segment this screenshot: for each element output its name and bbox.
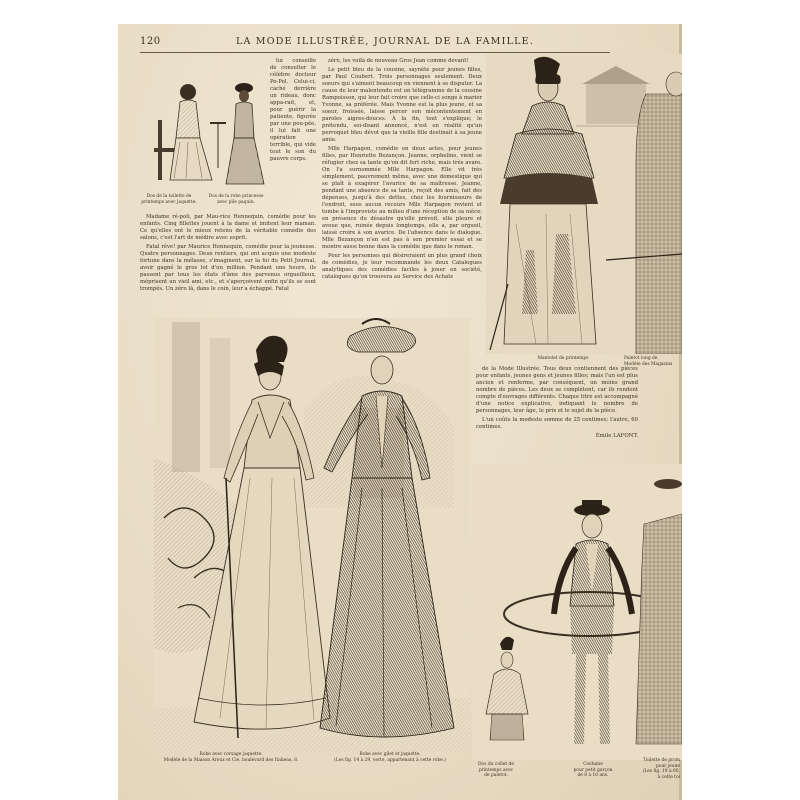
paragraph: Madame ré-poli, par Mau-rice Hennequin, comédie pour les enfants. Cinq fillettes jouent à la dame et imitent leur maman. Ce qu'elles ont le mieux retenu de la véritable comédie des salons, c'est l'art de médire avec esprit. xyxy=(140,214,316,241)
caption-text: (Les fig. 19 à 60, xyxy=(642,769,680,774)
caption-text: Dos du collet de printemps avec de paletot. xyxy=(478,762,514,778)
engraving-children-costume xyxy=(472,464,682,760)
paragraph: Fatal rêve! par Maurice Hennequin, comédie pour la jeunesse. Quatre personnages. Deux rentiers, qui ont acquis une modeste fortune dans la mélasse, s'imaginent, sur la foi du Petit Journal, avoir gagné le gros lot d'un million. Pendant une heure, ils passent par tous les états d'âme des parvenus orgueilleux, méprisent un vieil ami, etc., et s'aperçoivent enfin qu'ils se sont trompés. Un zéro là, dans le coin, leur a échappé. Fatal xyxy=(140,244,316,292)
caption-small-left-1 xyxy=(138,194,200,205)
caption-text: Dos de la robe princesse avec pile paquin. xyxy=(208,194,264,205)
header-rule xyxy=(140,52,610,53)
paragraph: L'un coûte la modeste somme de 25 centimes; l'autre, 60 centimes. xyxy=(476,417,638,430)
engraving-back-views xyxy=(140,58,268,192)
caption-text: Dos de la toilette de printemps avec jaquette. xyxy=(141,194,197,205)
paragraph: zéro, les voilà de nouveau Gros Jean comme devant! xyxy=(328,58,469,64)
caption-robe-jaquette xyxy=(156,752,306,763)
caption-text: Robe avec gilet et jaquette. xyxy=(359,752,421,757)
caption-costume xyxy=(558,762,628,779)
caption-text: Toilette de prom xyxy=(643,758,680,763)
paragraph: de la Mode Illustrée. Tous deux contiennent des pièces pour enfants, jeunes gens et jeunes filles; mais l'un est plus ancien et renferme, par conséquent, un moins grand nombre de pièces. Les deux se complètent, car ils rendent compte d'ouvrages différents. Chaque titre est accompagné d'une notice explicative, indiquant le nombre de personnages, leur âge, le prix et le sujet de la pièce. xyxy=(476,366,638,414)
caption-manteau xyxy=(518,356,608,362)
magazine-page xyxy=(118,24,682,800)
paragraph: Le petit bleu de la cousine, saynète pour jeunes filles, par Paul Coubert. Trois personnages seulement. Deux soeurs qui s'aiment beaucoup en viennent à se disputer. La cause de leur malentendu est un télégramme de la cousine Rampoisson, qui leur fait croire que celle-ci songe à marier Yvonne, sa préférée. Mais Yvonne est la plus jeune, et sa soeur, froissée, laisse percer son mécontentement en paroles aigres-douces. À la fin, tout s'explique; le prétendu, soi-disant annoncé, n'est en réalité qu'un perroquet bleu dévot que la vieille fille destinait à sa jeune amie. xyxy=(322,67,482,143)
page-number: 120 xyxy=(140,36,161,47)
engraving-mantelet xyxy=(486,54,682,354)
text-column-left-narrow xyxy=(270,58,316,165)
caption-text: à cette toi xyxy=(657,774,680,780)
text-column-left-wide xyxy=(140,214,316,295)
journal-title: LA MODE ILLUSTRÉE, JOURNAL DE LA FAMILLE. xyxy=(236,36,534,47)
caption-text: (Les fig. 14 à 29, verte, appartenant à cette robe.) xyxy=(334,757,446,763)
caption-toilette xyxy=(634,758,680,780)
paragraph: Mlle Harpagon, comédie en deux actes, pour jeunes filles, par Henriette Bezançon. Jeanne, orpheline, vient se réfugier chez sa tante qu'on dit fort riche, mais très avare. On l'a surnommée Mlle Harpagon. Elle vit très simplement, pauvrement même, avec une domestique qui se plaît à exagérer l'avarice de sa maîtresse. Jeanne, pendant une absence de sa tante, reçoit des amis, fait des dépenses, jusqu'à des dettes, chez les fournisseurs de l'endroit, sous aucun recours Mlle Harpagon revient et tombe à l'improviste au milieu d'une réception de sa nièce; en présence du désastre qu'elle prévoit, elle pleure et avoue que, ruinée depuis longtemps, elle a, par orgueil, laissé croire à son avarice. De l'absence dans le dialogue. Mlle Bezançon n'en est pas à son premier essai et se montre aussi bonne dans la comédie que dans le roman. xyxy=(322,146,482,250)
caption-text: Robe avec corsage jaquette. xyxy=(199,752,263,757)
caption-text: Paletot long de xyxy=(624,356,658,361)
caption-robe-gilet xyxy=(310,752,470,763)
caption-text: de 8 à 10 ans. xyxy=(577,773,609,778)
caption-text: pour jeune xyxy=(656,763,680,769)
caption-dos-collet xyxy=(476,762,516,779)
engraving-two-ladies xyxy=(154,318,470,752)
caption-text: pour petit garçon xyxy=(573,767,613,773)
page-header xyxy=(140,36,660,52)
caption-text: Costume xyxy=(583,762,603,767)
signature: Émile LAFONT. xyxy=(595,433,638,439)
caption-text: Modèle des Magasins xyxy=(624,361,673,367)
caption-small-left-2 xyxy=(204,194,268,205)
text-column-right xyxy=(476,366,638,440)
caption-text: Modèle de la Maison Aroux et Cie, boulevard des Italiens, 8. xyxy=(163,757,299,763)
paragraph: lui conseille de consulter le célèbre docteur Po-Pol. Celui-ci, caché derrière un rideau, donc appa-rait, et, pour guérir la patiente, figurée par une pou-pée, il lui fait une opération terrible, qui vide tout le son du pauvre corps. xyxy=(270,58,316,162)
text-column-middle xyxy=(322,58,482,283)
paragraph: Pour les personnes qui désireraient un plus grand choix de comédies, je leur recommande les deux Catalogues analytiques des comédies faciles à jouer en société, catalogues qu'on trouvera au Service des Achats xyxy=(322,253,482,280)
caption-text: Mantelet de printemps xyxy=(537,356,589,361)
